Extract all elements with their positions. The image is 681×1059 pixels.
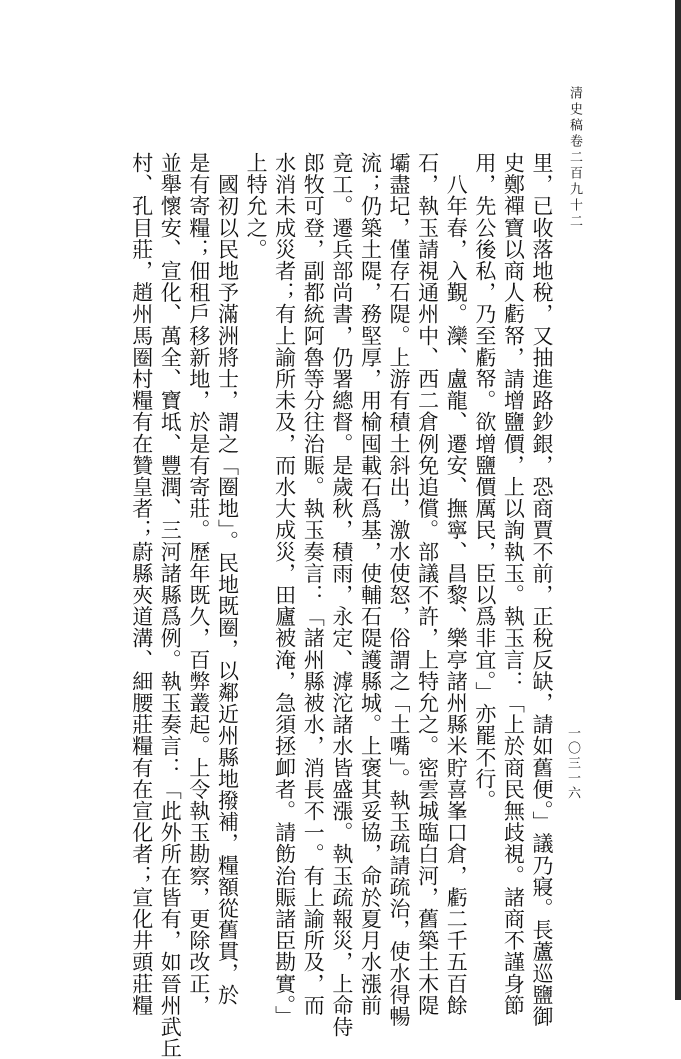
text-column: 村、孔目莊，趙州馬圈村糧有在贊皇者；蔚縣夾道溝、細腰莊糧有在宣化者；宣化井頭莊糧	[129, 152, 154, 1016]
body-text	[106, 152, 556, 1059]
text-column: 竟工。遷兵部尚書，仍署總督。是歲秋，積雨，永定、滹沱諸水皆盛漲。執玉疏報災，上命侍	[329, 152, 354, 1038]
text-column: 流；仍築土隄，務堅厚，用榆囤載石爲基，使輔石隄護縣城。上褒其妥協，命於夏月水漲前	[358, 152, 383, 1016]
text-column: 上特允之。	[244, 152, 269, 260]
text-column: 用，先公後私，乃至虧帑。欲增鹽價厲民，臣以爲非宜。」亦罷不行。	[472, 152, 497, 812]
text-column: 水消未成災者；有上諭所未及，而水大成災，田廬被淹，急須拯卹者。請飭治賑諸臣勘實。」	[272, 152, 297, 1028]
text-column: 史鄭禪寶以商人虧帑，請增鹽價，上以詢執玉。執玉言：「上於商民無歧視。諸商不謹身節	[501, 152, 526, 1016]
scan-edge	[675, 0, 681, 1000]
text-column: 國初以民地予滿洲將士，謂之「圈地」。民地既圈，以鄰近州縣地撥補，糧額從舊貫，於	[215, 152, 240, 1006]
page-number: 一〇三一六	[565, 726, 580, 801]
text-column: 石，執玉請視通州中、西二倉例免追償。部議不許，上特允之。密雲城臨白河，舊築土木隄	[415, 152, 440, 1016]
text-column: 並舉懷安、宣化、萬全、寶坻、豐潤、三河諸縣爲例。執玉奏言：「此外所在皆有，如晉州武丘	[158, 152, 183, 1059]
text-column: 八年春，入覲。灤、盧龍、遷安、撫寧、昌黎、樂亭諸州縣米貯喜峯口倉，虧二千五百餘	[444, 152, 469, 1016]
text-column: 是有寄糧；佃租戶移新地，於是有寄莊。歷年既久，百弊叢起。上令執玉勘察，更除改正，	[186, 152, 211, 1016]
running-header-title: 清史稿卷二百九十二	[567, 86, 582, 230]
text-column: 里，已收落地稅，又抽進路鈔銀，恐商賈不前，正稅反缺，請如舊便。」議乃寢。長蘆巡鹽御	[530, 152, 554, 1028]
text-column: 郎牧可登，副都統阿魯等分往治賑。執玉奏言：「諸州縣被水，消長不一。有上諭所及，而	[301, 152, 326, 1016]
text-column: 壩盡圮，僅存石隄。上游有積土斜出，激水使怒，俗謂之「土嘴」。執玉疏請疏治，使水得暢	[387, 152, 412, 1028]
